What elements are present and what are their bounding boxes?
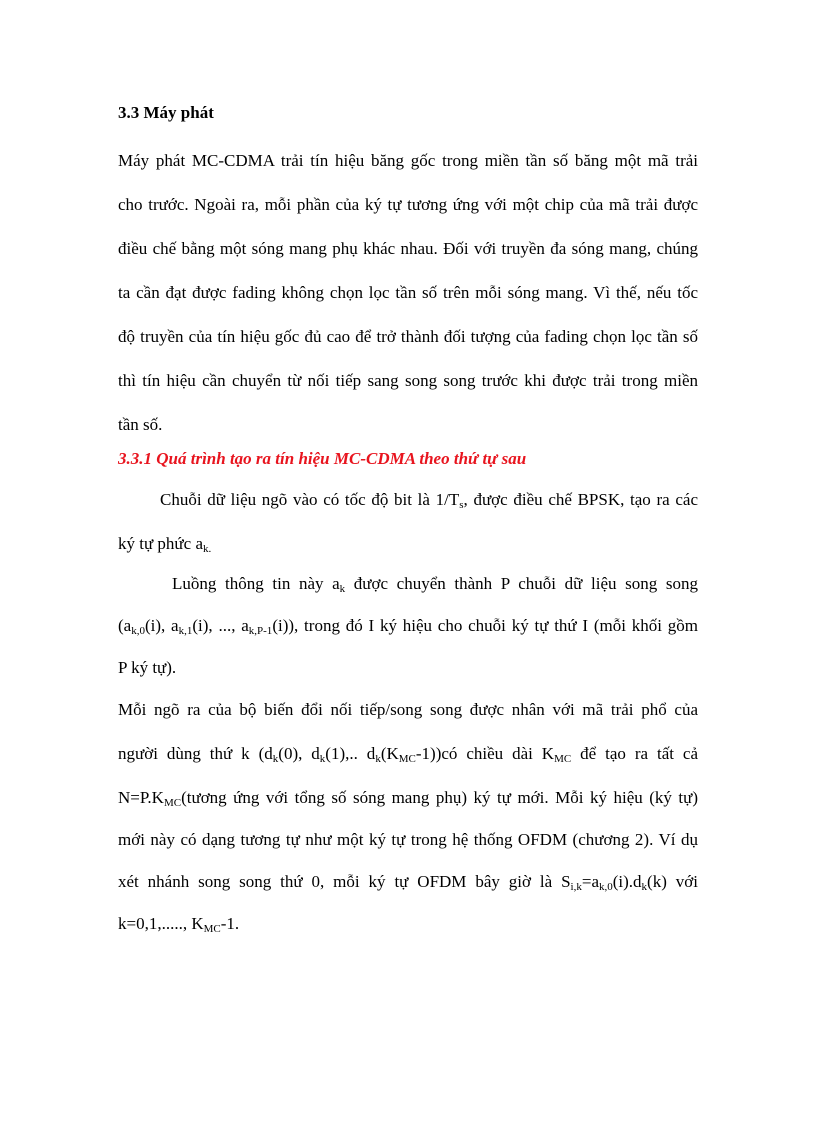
text-line: Chuỗi dữ liệu ngõ vào có tốc độ bit là $1/T_s$, được điều chế BPSK, tạo ra các xyxy=(160,490,699,511)
section-title: 3.3 Máy phát xyxy=(118,103,214,122)
text-line: ký tự phức $a_{k.}$ xyxy=(118,534,212,555)
subscript: k xyxy=(319,753,326,765)
subscript: k xyxy=(641,881,648,893)
subscript: k xyxy=(272,753,279,765)
text-line xyxy=(118,872,698,892)
subscript: MC xyxy=(398,753,416,765)
subscript: i,k xyxy=(570,881,582,893)
subscript: k,0 xyxy=(131,625,145,637)
text-line: mới này có dạng tương tự như một ký tự trong hệ thống OFDM (chương 2). Ví dụ xyxy=(118,830,698,849)
subscript: MC xyxy=(163,797,182,809)
text-line: độ truyền của tín hiệu gốc đủ cao để trở thành đối tượng của fading chọn lọc tần số xyxy=(118,327,698,346)
text-line: P ký tự). xyxy=(118,658,177,677)
text-line: điều chế bằng một sóng mang phụ khác nhau. Đối với truyền đa sóng mang, chúng xyxy=(118,239,698,258)
text-line xyxy=(118,788,698,808)
text-run: (i)), trong đó I ký hiệu cho chuỗi ký tự thứ I (mỗi khối gồm xyxy=(272,616,699,635)
subscript: k,P-1 xyxy=(248,625,273,637)
text-run: -1))có chiều dài K xyxy=(415,744,555,763)
text-run: (K xyxy=(380,744,399,763)
text-run: (i), ..., a xyxy=(192,616,249,635)
subscript: k,1 xyxy=(178,625,193,637)
text-line: tần số. xyxy=(118,415,163,434)
subscript: k xyxy=(375,753,381,765)
text-run: =a xyxy=(581,872,599,891)
text-line: Mỗi ngõ ra của bộ biến đổi nối tiếp/song song được nhân với mã trải phổ của xyxy=(118,700,698,719)
text-run: để tạo ra tất cả xyxy=(571,744,699,763)
text-run: xét nhánh song song thứ 0, mỗi ký tự OFDM bây giờ là S xyxy=(118,872,571,891)
subscript: k,0 xyxy=(599,881,613,893)
text-line: cho trước. Ngoài ra, mỗi phần của ký tự tương ứng với một chip của mã trải được xyxy=(118,195,698,214)
text-line: thì tín hiệu cần chuyển từ nối tiếp sang song song trước khi được trải trong miền xyxy=(118,371,698,390)
text-run: (i).d xyxy=(612,872,642,891)
text-run: (tương ứng với tổng số sóng mang phụ) ký tự mới. Mỗi ký hiệu (ký tự) xyxy=(181,788,698,807)
text-run: người dùng thứ k (d xyxy=(118,744,273,763)
text-line: Luồng thông tin này $a_k$ được chuyển thành P chuỗi dữ liệu song song xyxy=(172,574,698,595)
text-line xyxy=(118,914,698,934)
text-run: -1. xyxy=(220,914,240,933)
text-line xyxy=(118,744,698,764)
text-line xyxy=(118,616,698,636)
text-run: (1),.. d xyxy=(325,744,376,763)
text-line: ta cần đạt được fading không chọn lọc tần số trên mỗi sóng mang. Vì thế, nếu tốc xyxy=(118,283,698,302)
text-run: N=P.K xyxy=(118,788,164,807)
text-run: (i), a xyxy=(144,616,179,635)
text-run: (0), d xyxy=(278,744,320,763)
subscript: MC xyxy=(203,923,221,935)
text-line: Máy phát MC-CDMA trải tín hiệu băng gốc trong miền tần số băng một mã trải xyxy=(118,151,698,170)
subsection-title: 3.3.1 Quá trình tạo ra tín hiệu MC-CDMA theo thứ tự sau xyxy=(118,449,527,468)
text-run: (k) với xyxy=(647,872,698,891)
text-run: (a xyxy=(118,616,132,635)
text-run: k=0,1,....., K xyxy=(118,914,204,933)
subscript: MC xyxy=(554,753,572,765)
